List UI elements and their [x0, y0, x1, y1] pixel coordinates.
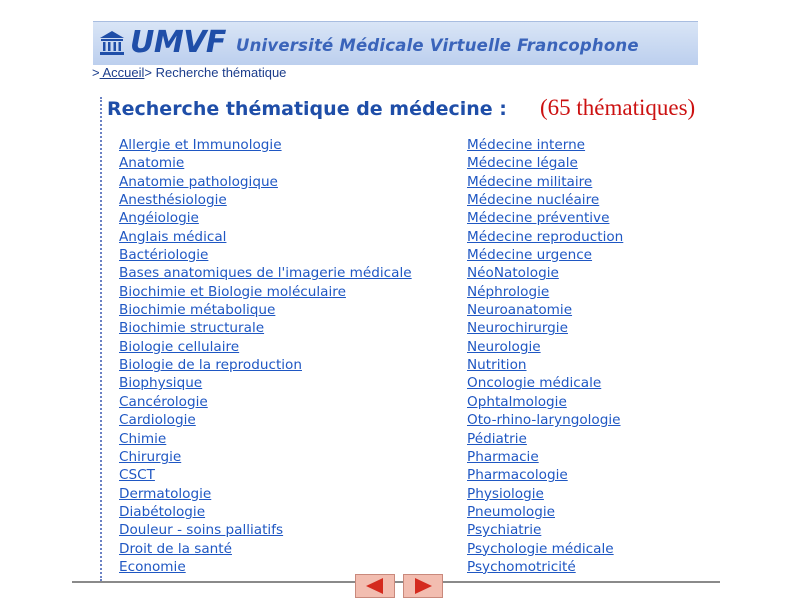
theme-list-item: [119, 539, 412, 557]
theme-link[interactable]: Cardiologie: [119, 412, 196, 429]
theme-link[interactable]: Anatomie: [119, 155, 185, 172]
theme-link[interactable]: Biochimie métabolique: [119, 302, 276, 319]
theme-link[interactable]: Chimie: [119, 430, 167, 447]
banner-full-name: Université Médicale Virtuelle Francophone: [236, 36, 639, 55]
content-left-border: [100, 97, 102, 581]
banner-short-name: UMVF: [130, 25, 226, 60]
previous-page-button[interactable]: [355, 574, 395, 598]
theme-list-item: [119, 429, 412, 447]
theme-list-item: [119, 245, 412, 263]
theme-link[interactable]: CSCT: [119, 467, 155, 484]
site-banner: [93, 21, 698, 65]
theme-link[interactable]: Médecine reproduction: [467, 228, 624, 245]
theme-list-item: [467, 410, 623, 428]
theme-list-item: [119, 300, 412, 318]
arrow-right-icon: [404, 575, 442, 597]
theme-list-item: [467, 484, 623, 502]
theme-link[interactable]: Anesthésiologie: [119, 192, 227, 209]
theme-link[interactable]: Pharmacologie: [467, 467, 568, 484]
theme-link[interactable]: Biochimie structurale: [119, 320, 265, 337]
theme-link[interactable]: Anglais médical: [119, 228, 227, 245]
theme-link[interactable]: Cancérologie: [119, 393, 208, 410]
theme-list-item: [119, 208, 412, 226]
theme-link[interactable]: Bases anatomiques de l'imagerie médicale: [119, 265, 412, 282]
theme-list-item: [119, 135, 412, 153]
theme-link[interactable]: Biochimie et Biologie moléculaire: [119, 283, 346, 300]
theme-link[interactable]: Dermatologie: [119, 485, 212, 502]
theme-link[interactable]: Psychologie médicale: [467, 540, 614, 557]
theme-link[interactable]: Psychiatrie: [467, 522, 542, 539]
theme-list-item: [467, 263, 623, 281]
theme-count: (65 thématiques): [540, 95, 696, 120]
theme-link[interactable]: Pneumologie: [467, 503, 555, 520]
theme-link[interactable]: Diabétologie: [119, 503, 206, 520]
theme-link[interactable]: Biologie cellulaire: [119, 338, 240, 355]
theme-list-item: [119, 373, 412, 391]
theme-link[interactable]: Neuroanatomie: [467, 302, 573, 319]
theme-list-item: [467, 245, 623, 263]
theme-list-item: [119, 520, 412, 538]
theme-link[interactable]: NéoNatologie: [467, 265, 559, 282]
theme-list-item: [119, 447, 412, 465]
theme-list-item: [467, 557, 623, 575]
theme-list-item: [467, 318, 623, 336]
theme-list-item: [119, 502, 412, 520]
theme-list-item: [467, 373, 623, 391]
next-page-button[interactable]: [403, 574, 443, 598]
theme-list-item: [467, 539, 623, 557]
theme-list-item: [467, 355, 623, 373]
university-building-icon: [99, 30, 125, 56]
theme-list-item: [467, 190, 623, 208]
theme-list-item: [467, 227, 623, 245]
theme-list-item: [119, 410, 412, 428]
theme-list-item: [119, 355, 412, 373]
theme-list-item: [467, 447, 623, 465]
theme-list-item: [119, 227, 412, 245]
breadcrumb: [92, 65, 286, 80]
theme-link[interactable]: Chirurgie: [119, 448, 182, 465]
theme-list-item: [467, 465, 623, 483]
theme-link[interactable]: Droit de la santé: [119, 540, 232, 557]
theme-list-item: [467, 208, 623, 226]
theme-list-item: [119, 337, 412, 355]
theme-link[interactable]: Neurochirurgie: [467, 320, 568, 337]
theme-link[interactable]: Bactériologie: [119, 247, 209, 264]
theme-list-item: [119, 172, 412, 190]
theme-link[interactable]: Néphrologie: [467, 283, 550, 300]
theme-list-item: [119, 263, 412, 281]
theme-link[interactable]: Biologie de la reproduction: [119, 357, 302, 374]
theme-link[interactable]: Ophtalmologie: [467, 393, 567, 410]
theme-link[interactable]: Médecine nucléaire: [467, 192, 600, 209]
bottom-divider: [72, 581, 720, 583]
page-title: Recherche thématique de médecine :: [107, 98, 507, 120]
theme-link[interactable]: Douleur - soins palliatifs: [119, 522, 284, 539]
theme-list-item: [467, 337, 623, 355]
theme-list-item: [119, 190, 412, 208]
theme-list-item: [467, 502, 623, 520]
breadcrumb-current: > Recherche thématique: [144, 65, 287, 80]
theme-link[interactable]: Anatomie pathologique: [119, 173, 278, 190]
theme-link[interactable]: Pharmacie: [467, 448, 539, 465]
theme-list-item: [119, 465, 412, 483]
theme-link[interactable]: Psychomotricité: [467, 558, 576, 575]
theme-link[interactable]: Economie: [119, 558, 186, 575]
theme-link[interactable]: Médecine préventive: [467, 210, 610, 227]
theme-link[interactable]: Oto-rhino-laryngologie: [467, 412, 621, 429]
breadcrumb-home-link[interactable]: Accueil: [99, 65, 145, 80]
theme-link[interactable]: Pédiatrie: [467, 430, 527, 447]
theme-list-item: [119, 153, 412, 171]
theme-list-item: [467, 300, 623, 318]
theme-list-item: [119, 282, 412, 300]
arrow-left-icon: [356, 575, 394, 597]
theme-list-left: [119, 135, 412, 575]
theme-list-item: [467, 135, 623, 153]
theme-link[interactable]: Nutrition: [467, 357, 527, 374]
theme-list-item: [467, 392, 623, 410]
theme-link[interactable]: Biophysique: [119, 375, 203, 392]
theme-list-item: [467, 520, 623, 538]
theme-link[interactable]: Oncologie médicale: [467, 375, 602, 392]
breadcrumb-separator: >: [92, 65, 100, 80]
theme-link[interactable]: Médecine légale: [467, 155, 578, 172]
theme-list-right: [467, 135, 623, 575]
theme-list-item: [467, 282, 623, 300]
theme-list-item: [119, 392, 412, 410]
theme-list-item: [467, 172, 623, 190]
theme-list-item: [119, 318, 412, 336]
theme-link[interactable]: Allergie et Immunologie: [119, 137, 282, 153]
theme-link[interactable]: Neurologie: [467, 338, 541, 355]
theme-link[interactable]: Angéiologie: [119, 210, 199, 227]
theme-list-item: [467, 429, 623, 447]
theme-link[interactable]: Médecine interne: [467, 137, 586, 153]
theme-link[interactable]: Médecine urgence: [467, 247, 593, 264]
theme-link[interactable]: Physiologie: [467, 485, 544, 502]
theme-link[interactable]: Médecine militaire: [467, 173, 593, 190]
theme-list-item: [467, 153, 623, 171]
theme-list-item: [119, 484, 412, 502]
theme-list-item: [119, 557, 412, 575]
